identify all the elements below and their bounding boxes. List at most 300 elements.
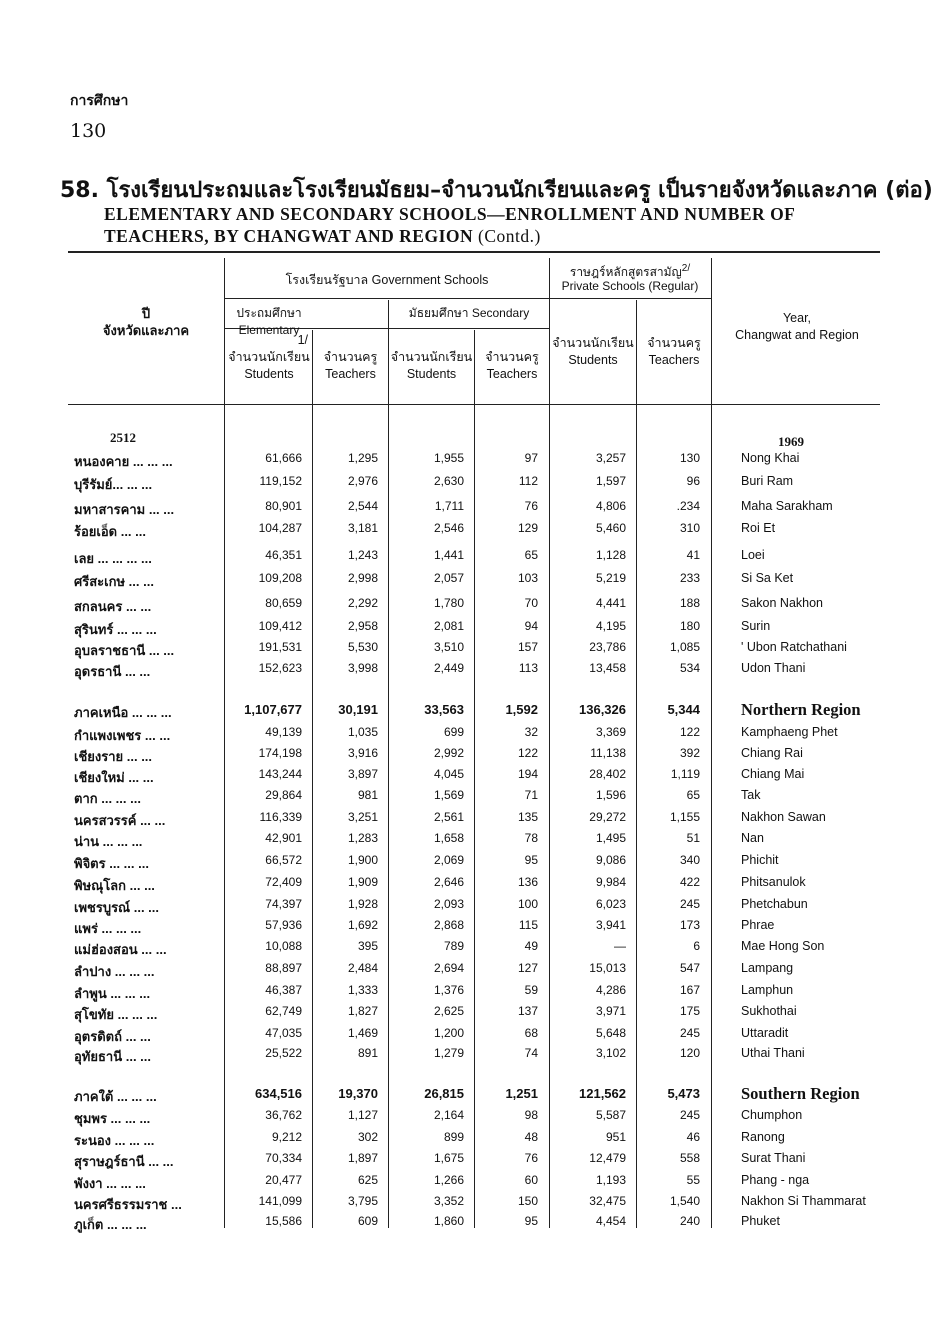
cell-value: 167 bbox=[679, 983, 700, 997]
cell-value: 2,630 bbox=[433, 474, 464, 488]
cell-value: 891 bbox=[357, 1046, 378, 1060]
private-footnote: 2/ bbox=[681, 263, 691, 274]
cell-value: 5,460 bbox=[595, 521, 626, 535]
cell-value: 157 bbox=[517, 640, 538, 654]
cell-value: 136 bbox=[517, 875, 538, 889]
changwat-english: Kamphaeng Phet bbox=[741, 725, 838, 739]
cell-value: 1,128 bbox=[595, 548, 626, 562]
table-row bbox=[0, 1194, 945, 1214]
cell-value: 2,057 bbox=[433, 571, 464, 585]
title-english-text: ELEMENTARY AND SECONDARY SCHOOLS—ENROLLMENT AND NUMBER OF TEACHERS, BY CHANGWAT AND REGION bbox=[104, 204, 795, 246]
table-row bbox=[0, 853, 945, 873]
cell-value: 135 bbox=[517, 810, 538, 824]
cell-value: 28,402 bbox=[589, 767, 626, 781]
elem-students-th: จำนวนนักเรียน bbox=[228, 350, 310, 364]
secondary-header: มัธยมศึกษา Secondary bbox=[408, 306, 530, 320]
changwat-thai: นครสวรรค์ ... ... bbox=[74, 813, 166, 828]
cell-value: 70 bbox=[524, 596, 538, 610]
cell-value: 240 bbox=[679, 1214, 700, 1228]
cell-value: 1,441 bbox=[433, 548, 464, 562]
changwat-thai: อุบลราชธานี ... ... bbox=[74, 643, 175, 658]
cell-value: 71 bbox=[524, 788, 538, 802]
cell-value: 1,119 bbox=[670, 767, 700, 781]
cell-value: 5,473 bbox=[667, 1086, 700, 1101]
changwat-thai: กำแพงเพชร ... ... bbox=[74, 728, 171, 743]
cell-value: 1,711 bbox=[434, 499, 464, 513]
cell-value: 3,795 bbox=[347, 1194, 378, 1208]
cell-value: 68 bbox=[524, 1026, 538, 1040]
cell-value: 1,827 bbox=[347, 1004, 378, 1018]
changwat-thai: อุดรธานี ... ... bbox=[74, 664, 151, 679]
cell-value: 2,976 bbox=[347, 474, 378, 488]
changwat-english: Phetchabun bbox=[741, 897, 808, 911]
table-row bbox=[0, 1046, 945, 1066]
changwat-english: Phichit bbox=[741, 853, 779, 867]
cell-value: 109,208 bbox=[258, 571, 302, 585]
cell-value: 62,749 bbox=[265, 1004, 302, 1018]
cell-value: 70,334 bbox=[265, 1151, 302, 1165]
changwat-english: Southern Region bbox=[741, 1084, 860, 1103]
cell-value: 57,936 bbox=[265, 918, 302, 932]
cell-value: 1,469 bbox=[347, 1026, 378, 1040]
changwat-thai: ระนอง ... ... ... bbox=[74, 1133, 155, 1148]
changwat-thai: นครศรีธรรมราช ... bbox=[74, 1197, 182, 1212]
cell-value: 29,272 bbox=[589, 810, 626, 824]
cell-value: 1,035 bbox=[347, 725, 378, 739]
cell-value: 951 bbox=[605, 1130, 626, 1144]
cell-value: 194 bbox=[517, 767, 538, 781]
table-row bbox=[0, 596, 945, 616]
table-row bbox=[0, 451, 945, 471]
changwat-english: Lamphun bbox=[741, 983, 794, 997]
cell-value: 1,540 bbox=[669, 1194, 700, 1208]
title-contd: (Contd.) bbox=[478, 226, 541, 246]
cell-value: 152,623 bbox=[258, 661, 302, 675]
sec-students-header bbox=[389, 349, 474, 383]
changwat-english: Loei bbox=[741, 548, 765, 562]
cell-value: 120 bbox=[679, 1046, 700, 1060]
changwat-thai: ภาคเหนือ ... ... ... bbox=[74, 705, 172, 720]
cell-value: 98 bbox=[524, 1108, 538, 1122]
cell-value: 2,069 bbox=[433, 853, 464, 867]
cell-value: 15,013 bbox=[589, 961, 626, 975]
cell-value: 5,587 bbox=[595, 1108, 626, 1122]
cell-value: 143,244 bbox=[258, 767, 302, 781]
cell-value: 173 bbox=[679, 918, 700, 932]
cell-value: 2,561 bbox=[433, 810, 464, 824]
cell-value: 127 bbox=[517, 961, 538, 975]
cell-value: 4,441 bbox=[595, 596, 626, 610]
table-row bbox=[0, 983, 945, 1003]
changwat-english: ' Ubon Ratchathani bbox=[741, 640, 847, 654]
year-thai: 2512 bbox=[110, 430, 136, 445]
cell-value: 26,815 bbox=[424, 1086, 464, 1101]
priv-teachers-header bbox=[637, 335, 711, 369]
table-row bbox=[0, 1173, 945, 1193]
cell-value: 789 bbox=[443, 939, 464, 953]
changwat-english: Phang - nga bbox=[741, 1173, 810, 1187]
cell-value: 74,397 bbox=[265, 897, 302, 911]
cell-value: 55 bbox=[686, 1173, 700, 1187]
cell-value: 49,139 bbox=[265, 725, 302, 739]
cell-value: 1,266 bbox=[433, 1173, 464, 1187]
changwat-thai: สุโขทัย ... ... ... bbox=[74, 1007, 158, 1022]
table-row bbox=[0, 474, 945, 494]
cell-value: 2,958 bbox=[347, 619, 378, 633]
table-row bbox=[0, 767, 945, 787]
cell-value: 2,992 bbox=[433, 746, 464, 760]
cell-value: 116,339 bbox=[259, 810, 302, 824]
cell-value: 2,093 bbox=[433, 897, 464, 911]
cell-value: 392 bbox=[679, 746, 700, 760]
table-row bbox=[0, 1151, 945, 1171]
priv-teachers-th: จำนวนครู bbox=[647, 336, 701, 350]
cell-value: 30,191 bbox=[338, 702, 378, 717]
elementary-header: ประถมศึกษา Elementary bbox=[236, 306, 302, 337]
cell-value: 129 bbox=[517, 521, 538, 535]
cell-value: 88,897 bbox=[265, 961, 302, 975]
cell-value: 25,522 bbox=[265, 1046, 302, 1060]
sec-teachers-header bbox=[475, 349, 549, 383]
cell-value: 1,860 bbox=[433, 1214, 464, 1228]
changwat-thai: เพชรบูรณ์ ... ... bbox=[74, 900, 160, 915]
changwat-thai: ลำปาง ... ... ... bbox=[74, 964, 155, 979]
top-rule bbox=[68, 251, 880, 253]
elem-teachers-en: Teachers bbox=[325, 367, 376, 381]
cell-value: 2,081 bbox=[433, 619, 464, 633]
changwat-english: Surin bbox=[741, 619, 771, 633]
changwat-english: Nan bbox=[741, 831, 764, 845]
cell-value: 3,369 bbox=[595, 725, 626, 739]
cell-value: 3,181 bbox=[347, 521, 378, 535]
cell-value: 112 bbox=[518, 474, 538, 488]
gov-schools-header: โรงเรียนรัฐบาล Government Schools bbox=[285, 273, 489, 287]
cell-value: 609 bbox=[357, 1214, 378, 1228]
changwat-english: Northern Region bbox=[741, 700, 861, 719]
cell-value: 51 bbox=[686, 831, 700, 845]
priv-students-header bbox=[550, 335, 636, 369]
table-row bbox=[0, 661, 945, 681]
cell-value: 2,694 bbox=[433, 961, 464, 975]
cell-value: 5,530 bbox=[347, 640, 378, 654]
table-row bbox=[0, 1214, 945, 1234]
changwat-english: Chumphon bbox=[741, 1108, 803, 1122]
cell-value: 12,479 bbox=[589, 1151, 626, 1165]
changwat-english: Uthai Thani bbox=[741, 1046, 805, 1060]
cell-value: 122 bbox=[679, 725, 700, 739]
cell-value: 1,107,677 bbox=[244, 702, 302, 717]
section-label: การศึกษา bbox=[70, 93, 129, 109]
changwat-english: Surat Thani bbox=[741, 1151, 806, 1165]
cell-value: 1,333 bbox=[347, 983, 378, 997]
changwat-english: Phrae bbox=[741, 918, 775, 932]
table-row bbox=[0, 571, 945, 591]
cell-value: 42,901 bbox=[265, 831, 302, 845]
cell-value: 3,257 bbox=[595, 451, 626, 465]
changwat-thai: ร้อยเอ็ด ... ... bbox=[74, 524, 146, 539]
cell-value: 121,562 bbox=[579, 1086, 626, 1101]
cell-value: 94 bbox=[524, 619, 538, 633]
priv-teachers-en: Teachers bbox=[648, 353, 700, 367]
changwat-thai: สุรินทร์ ... ... ... bbox=[74, 622, 157, 637]
table-row bbox=[0, 548, 945, 568]
cell-value: 60 bbox=[524, 1173, 538, 1187]
cell-value: 1,900 bbox=[347, 853, 378, 867]
private-th: ราษฎร์หลักสูตรสามัญ bbox=[569, 265, 682, 279]
cell-value: 1,675 bbox=[433, 1151, 464, 1165]
table-row bbox=[0, 788, 945, 808]
cell-value: 3,251 bbox=[347, 810, 378, 824]
table-row bbox=[0, 810, 945, 830]
cell-value: 2,484 bbox=[347, 961, 378, 975]
cell-value: 4,806 bbox=[595, 499, 626, 513]
changwat-thai: สกลนคร ... ... bbox=[74, 599, 152, 614]
cell-value: 4,286 bbox=[595, 983, 626, 997]
cell-value: 1,897 bbox=[347, 1151, 378, 1165]
elem-students-en: Students bbox=[244, 367, 294, 381]
table-row bbox=[0, 831, 945, 851]
elem-teachers-header bbox=[313, 349, 388, 383]
cell-value: 13,458 bbox=[589, 661, 626, 675]
cell-value: 180 bbox=[679, 619, 700, 633]
cell-value: 49 bbox=[524, 939, 538, 953]
cell-value: 95 bbox=[524, 1214, 538, 1228]
changwat-english: Lampang bbox=[741, 961, 794, 975]
cell-value: 104,287 bbox=[258, 521, 302, 535]
cell-value: 1,243 bbox=[347, 548, 378, 562]
cell-value: 6,023 bbox=[595, 897, 626, 911]
cell-value: 3,102 bbox=[595, 1046, 626, 1060]
cell-value: 1,780 bbox=[433, 596, 464, 610]
cell-value: 1,569 bbox=[433, 788, 464, 802]
cell-value: 36,762 bbox=[265, 1108, 302, 1122]
cell-value: 547 bbox=[679, 961, 700, 975]
cell-value: 245 bbox=[679, 1108, 700, 1122]
table-row bbox=[0, 499, 945, 519]
cell-value: 47,035 bbox=[265, 1026, 302, 1040]
sec-students-th: จำนวนนักเรียน bbox=[390, 350, 473, 364]
cell-value: 1,928 bbox=[347, 897, 378, 911]
cell-value: 5,648 bbox=[595, 1026, 626, 1040]
cell-value: 20,477 bbox=[265, 1173, 302, 1187]
sec-teachers-th: จำนวนครู bbox=[485, 350, 539, 364]
cell-value: 46 bbox=[686, 1130, 700, 1144]
private-schools-header bbox=[550, 262, 710, 293]
changwat-thai: เชียงราย ... ... bbox=[74, 749, 153, 764]
cell-value: 2,868 bbox=[433, 918, 464, 932]
cell-value: 74 bbox=[524, 1046, 538, 1060]
cell-value: 340 bbox=[679, 853, 700, 867]
changwat-thai: ภูเก็ต ... ... ... bbox=[74, 1217, 147, 1232]
cell-value: 9,212 bbox=[271, 1130, 302, 1144]
changwat-english: Udon Thani bbox=[741, 661, 806, 675]
cell-value: 33,563 bbox=[424, 702, 464, 717]
cell-value: 1,495 bbox=[595, 831, 626, 845]
cell-value: 3,916 bbox=[347, 746, 378, 760]
cell-value: 310 bbox=[679, 521, 700, 535]
cell-value: 302 bbox=[357, 1130, 378, 1144]
cell-value: 3,941 bbox=[595, 918, 626, 932]
cell-value: 1,596 bbox=[595, 788, 626, 802]
elem-teachers-th: จำนวนครู bbox=[323, 350, 378, 364]
cell-value: 1,085 bbox=[669, 640, 700, 654]
cell-value: 1,955 bbox=[433, 451, 464, 465]
page-number: 130 bbox=[70, 120, 107, 142]
cell-value: 130 bbox=[679, 451, 700, 465]
cell-value: 41 bbox=[686, 548, 700, 562]
table-title-english bbox=[104, 203, 864, 247]
table-row bbox=[0, 619, 945, 639]
cell-value: 1,200 bbox=[433, 1026, 464, 1040]
changwat-thai: ตาก ... ... ... bbox=[74, 791, 141, 806]
cell-value: 245 bbox=[679, 897, 700, 911]
cell-value: 29,864 bbox=[265, 788, 302, 802]
cell-value: 1,279 bbox=[433, 1046, 464, 1060]
changwat-thai: พังงา ... ... ... bbox=[74, 1176, 146, 1191]
cell-value: 188 bbox=[679, 596, 700, 610]
changwat-thai: ชุมพร ... ... ... bbox=[74, 1111, 151, 1126]
changwat-thai: เลย ... ... ... ... bbox=[74, 551, 152, 566]
changwat-english: Tak bbox=[741, 788, 761, 802]
cell-value: 4,045 bbox=[433, 767, 464, 781]
cell-value: 534 bbox=[679, 661, 700, 675]
cell-value: 395 bbox=[357, 939, 378, 953]
cell-value: 1,127 bbox=[347, 1108, 378, 1122]
cell-value: 625 bbox=[357, 1173, 378, 1187]
cell-value: 59 bbox=[524, 983, 538, 997]
cell-value: 19,370 bbox=[338, 1086, 378, 1101]
cell-value: 103 bbox=[517, 571, 538, 585]
table-title-thai: 58. โรงเรียนประถมและโรงเรียนมัธยม–จำนวนนักเรียนและครู เป็นรายจังหวัดและภาค (ต่อ) bbox=[60, 178, 933, 203]
cell-value: 9,086 bbox=[595, 853, 626, 867]
cell-value: 10,088 bbox=[265, 939, 302, 953]
changwat-thai: หนองคาย ... ... ... bbox=[74, 454, 173, 469]
cell-value: 78 bbox=[524, 831, 538, 845]
cell-value: 2,164 bbox=[433, 1108, 464, 1122]
cell-value: 1,376 bbox=[433, 983, 464, 997]
cell-value: 97 bbox=[524, 451, 538, 465]
cell-value: 4,195 bbox=[595, 619, 626, 633]
cell-value: 95 bbox=[524, 853, 538, 867]
cell-value: 136,326 bbox=[579, 702, 626, 717]
cell-value: 1,295 bbox=[347, 451, 378, 465]
cell-value: 32,475 bbox=[589, 1194, 626, 1208]
changwat-thai: พิษณุโลก ... ... bbox=[74, 878, 155, 893]
cell-value: 80,659 bbox=[265, 596, 302, 610]
cell-value: 2,646 bbox=[433, 875, 464, 889]
table-row bbox=[0, 1026, 945, 1046]
cell-value: 150 bbox=[517, 1194, 538, 1208]
cell-value: 15,586 bbox=[265, 1214, 302, 1228]
cell-value: 1,658 bbox=[433, 831, 464, 845]
cell-value: 558 bbox=[679, 1151, 700, 1165]
cell-value: 3,971 bbox=[595, 1004, 626, 1018]
region-total-row bbox=[0, 1086, 945, 1106]
table-row bbox=[0, 725, 945, 745]
cell-value: 1,155 bbox=[669, 810, 700, 824]
table-row bbox=[0, 875, 945, 895]
year-english: 1969 bbox=[778, 434, 804, 449]
cell-value: 4,454 bbox=[595, 1214, 626, 1228]
cell-value: 65 bbox=[524, 548, 538, 562]
left-header-changwat: จังหวัดและภาค bbox=[102, 323, 190, 338]
changwat-english: Phitsanulok bbox=[741, 875, 806, 889]
cell-value: 3,998 bbox=[347, 661, 378, 675]
cell-value: 2,998 bbox=[347, 571, 378, 585]
cell-value: 141,099 bbox=[258, 1194, 302, 1208]
cell-value: 119,152 bbox=[259, 474, 302, 488]
table-row bbox=[0, 521, 945, 541]
footnote-1: 1/ bbox=[297, 333, 308, 347]
right-header-year: Year, bbox=[782, 311, 812, 325]
table-row bbox=[0, 961, 945, 981]
cell-value: 422 bbox=[679, 875, 700, 889]
private-en: Private Schools (Regular) bbox=[561, 279, 699, 293]
cell-value: 1,909 bbox=[347, 875, 378, 889]
changwat-english: Mae Hong Son bbox=[741, 939, 825, 953]
cell-value: 109,412 bbox=[258, 619, 302, 633]
table-row bbox=[0, 1130, 945, 1150]
changwat-english: Roi Et bbox=[741, 521, 776, 535]
changwat-thai: น่าน ... ... ... bbox=[74, 834, 143, 849]
changwat-thai: บุรีรัมย์... ... ... bbox=[74, 477, 153, 492]
changwat-english: Si Sa Ket bbox=[741, 571, 794, 585]
table-row bbox=[0, 1004, 945, 1024]
changwat-thai: มหาสารคาม ... ... bbox=[74, 502, 175, 517]
cell-value: 32 bbox=[524, 725, 538, 739]
changwat-thai: อุตรดิตถ์ ... ... bbox=[74, 1029, 151, 1044]
cell-value: 3,352 bbox=[433, 1194, 464, 1208]
cell-value: 1,692 bbox=[347, 918, 378, 932]
table-row bbox=[0, 1108, 945, 1128]
changwat-english: Nakhon Sawan bbox=[741, 810, 826, 824]
cell-value: 245 bbox=[679, 1026, 700, 1040]
changwat-english: Ranong bbox=[741, 1130, 785, 1144]
cell-value: 2,449 bbox=[433, 661, 464, 675]
cell-value: 1,193 bbox=[595, 1173, 626, 1187]
cell-value: 981 bbox=[357, 788, 378, 802]
table-row bbox=[0, 897, 945, 917]
cell-value: 2,292 bbox=[347, 596, 378, 610]
header-line-gov bbox=[224, 298, 711, 299]
cell-value: 634,516 bbox=[255, 1086, 302, 1101]
changwat-thai: อุทัยธานี ... ... bbox=[74, 1049, 152, 1064]
changwat-thai: ภาคใต้ ... ... ... bbox=[74, 1089, 157, 1104]
cell-value: 5,219 bbox=[595, 571, 626, 585]
changwat-english: Maha Sarakham bbox=[741, 499, 833, 513]
cell-value: 233 bbox=[679, 571, 700, 585]
cell-value: 191,531 bbox=[258, 640, 302, 654]
table-row bbox=[0, 939, 945, 959]
cell-value: 115 bbox=[518, 918, 538, 932]
cell-value: 9,984 bbox=[595, 875, 626, 889]
changwat-thai: สุราษฎร์ธานี ... ... bbox=[74, 1154, 174, 1169]
cell-value: 61,666 bbox=[265, 451, 302, 465]
cell-value: 175 bbox=[679, 1004, 700, 1018]
cell-value: 1,592 bbox=[505, 702, 538, 717]
cell-value: 11,138 bbox=[590, 746, 626, 760]
cell-value: 2,546 bbox=[433, 521, 464, 535]
changwat-english: Chiang Rai bbox=[741, 746, 803, 760]
changwat-thai: ศรีสะเกษ ... ... bbox=[74, 574, 154, 589]
cell-value: 113 bbox=[518, 661, 538, 675]
cell-value: 65 bbox=[686, 788, 700, 802]
cell-value: 6 bbox=[693, 939, 700, 953]
cell-value: 122 bbox=[517, 746, 538, 760]
right-header-changwat: Changwat and Region bbox=[735, 328, 859, 342]
cell-value: 46,351 bbox=[265, 548, 302, 562]
cell-value: 2,625 bbox=[433, 1004, 464, 1018]
